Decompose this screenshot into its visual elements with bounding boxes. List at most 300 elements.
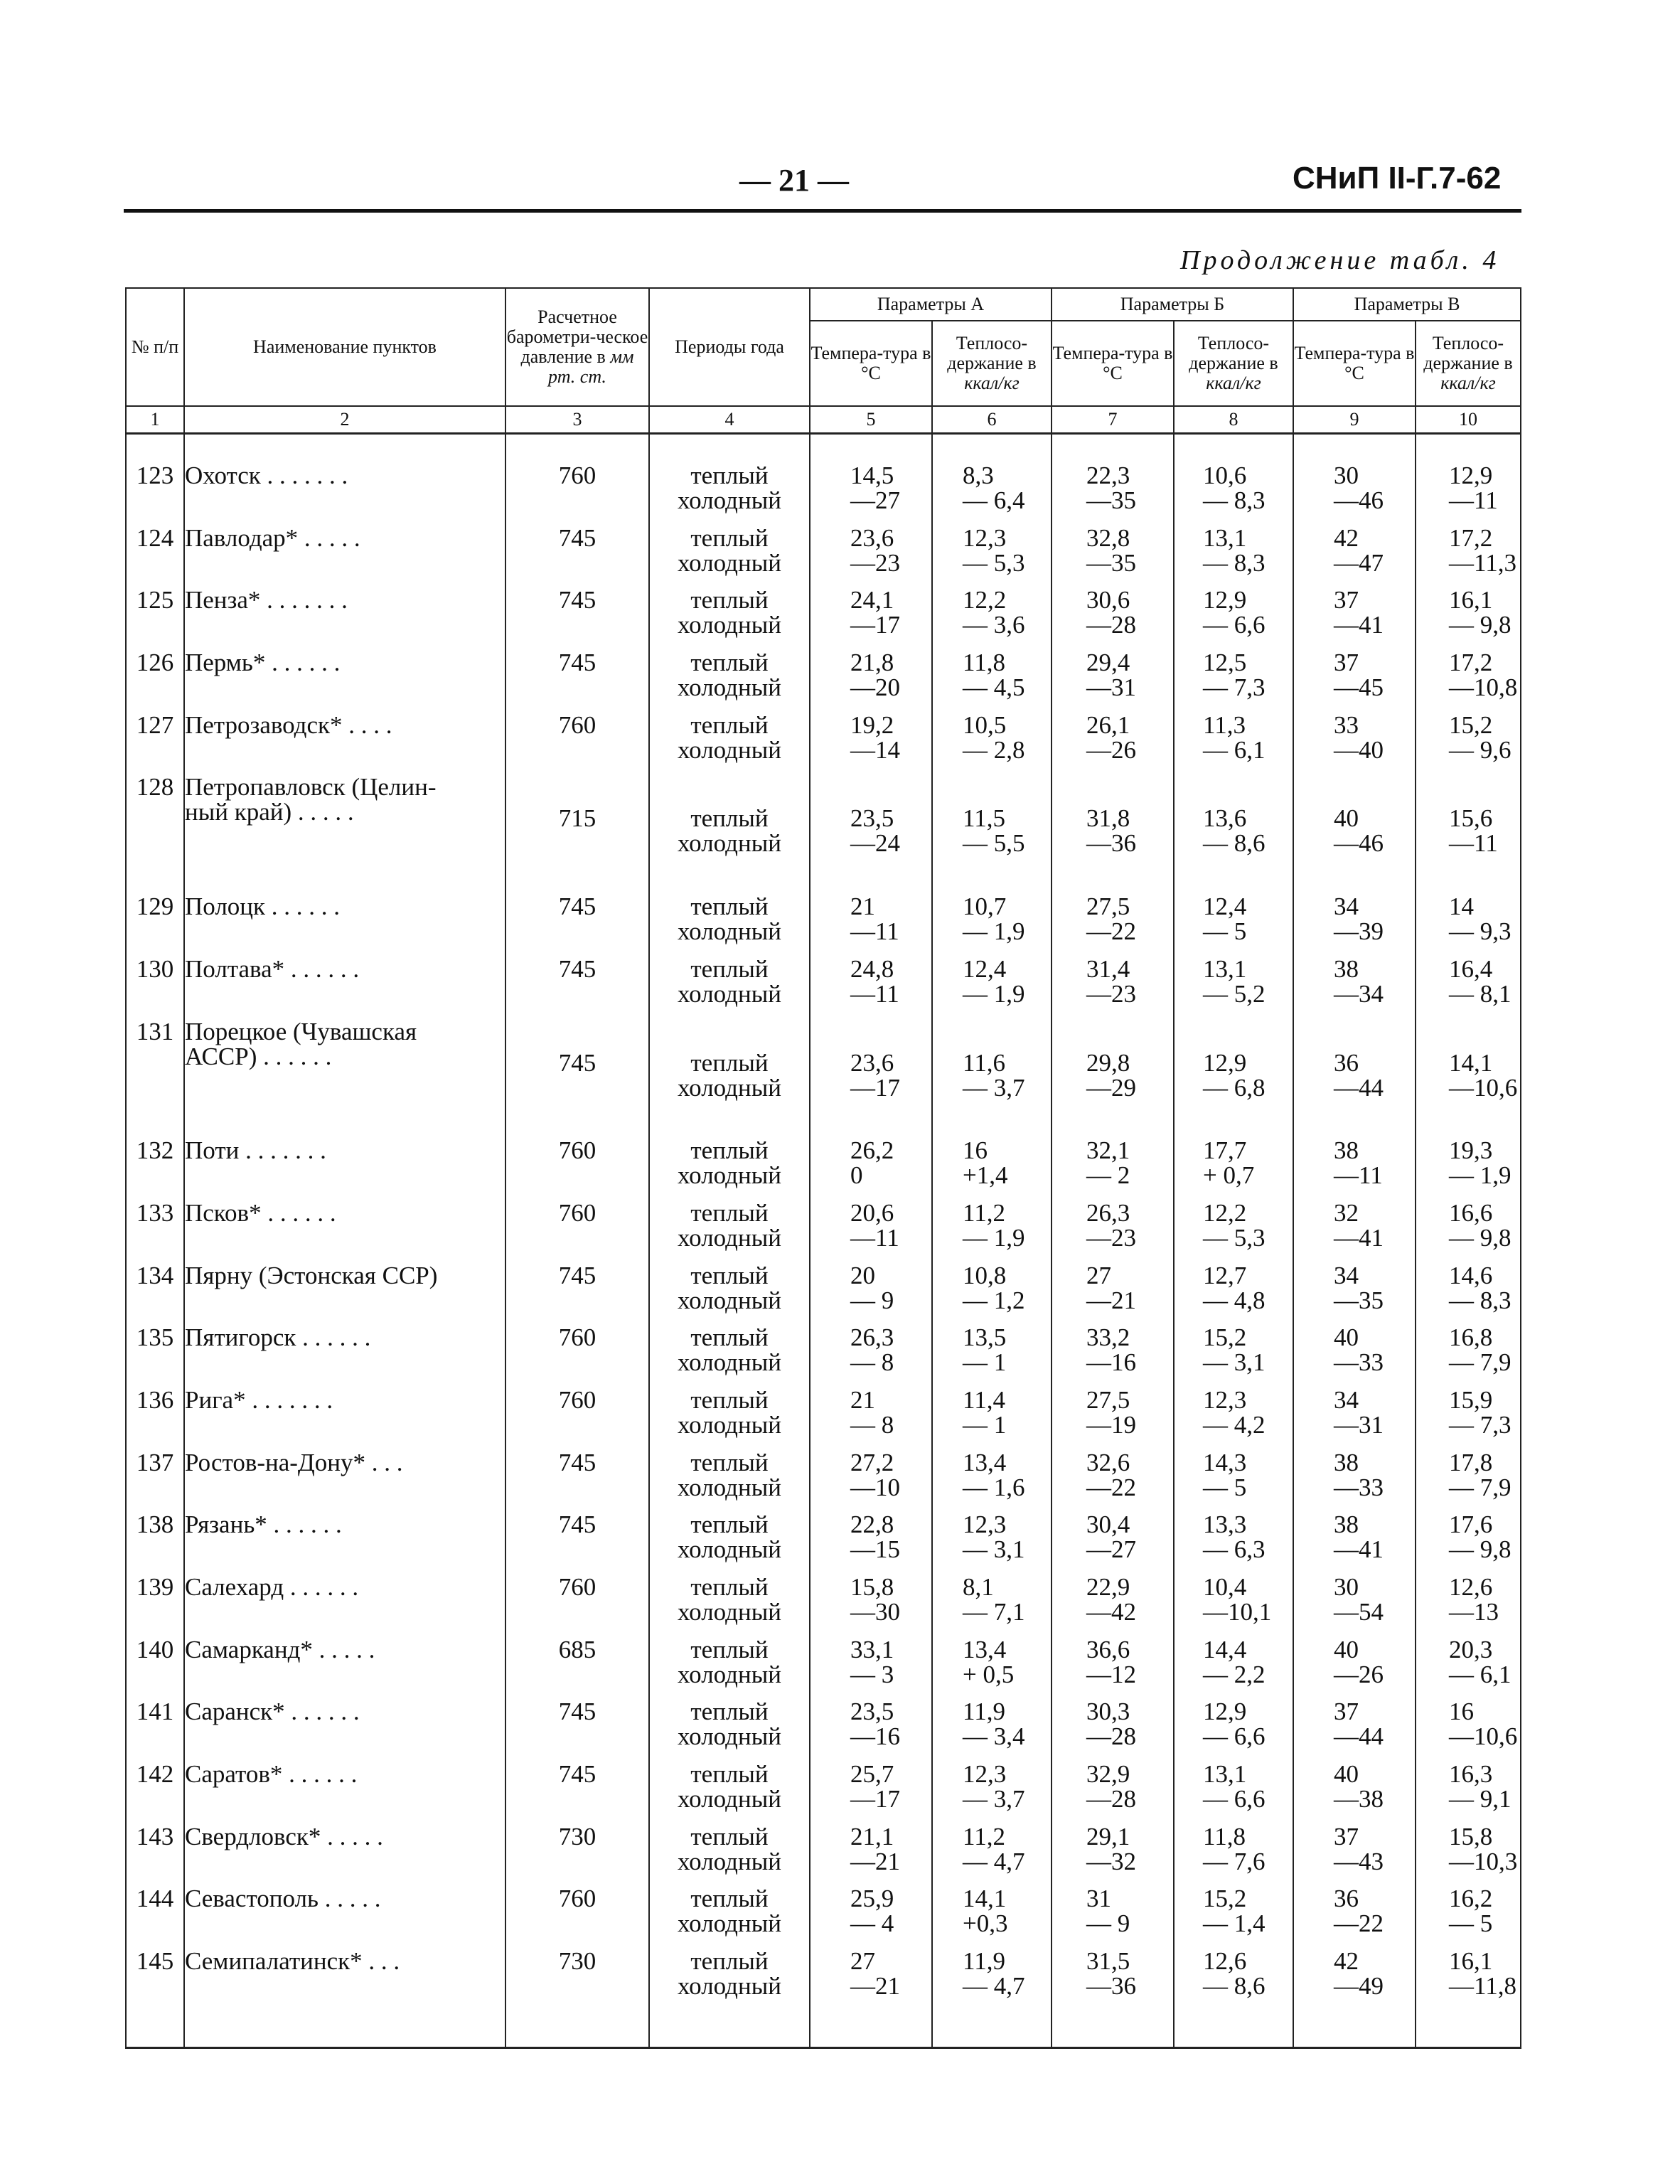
heat-b-cold: — 6,6	[1203, 611, 1266, 639]
year-periods	[649, 954, 810, 1019]
temp-a-warm: 14,5	[850, 462, 894, 489]
heat-v-warm: 16,8	[1449, 1323, 1493, 1352]
period-warm: теплый	[690, 1573, 769, 1601]
barometric-pressure: 745	[505, 587, 649, 650]
temp-b	[1052, 954, 1174, 1019]
heat-v-cold: — 5	[1449, 1909, 1493, 1938]
heat-v-warm: 15,9	[1449, 1385, 1493, 1414]
header-heat-b	[1174, 321, 1293, 406]
heat-a-warm: 16	[963, 1136, 988, 1165]
temp-a-warm: 19,2	[850, 710, 894, 739]
temp-v-warm: 30	[1334, 1573, 1359, 1601]
temp-v-warm: 42	[1334, 523, 1359, 552]
location-name-line	[185, 954, 505, 983]
heat-v-cold: — 8,3	[1449, 1286, 1512, 1314]
heat-v-cold: —11	[1449, 486, 1498, 514]
temp-b-cold: —35	[1086, 486, 1136, 514]
heat-a-warm: 10,7	[963, 893, 1007, 921]
location-name-line	[185, 1824, 505, 1849]
temp-b	[1052, 463, 1174, 526]
temp-b-warm: 29,1	[1086, 1822, 1130, 1850]
barometric-pressure: 745	[505, 1512, 649, 1575]
period-warm: теплый	[690, 1448, 769, 1476]
temp-b	[1052, 523, 1174, 588]
location-name-text: Саранск* . . . . . .	[185, 1698, 360, 1726]
heat-b	[1174, 774, 1293, 894]
heat-v	[1416, 1762, 1521, 1824]
table-row	[126, 1699, 1521, 1762]
period-warm: теплый	[690, 1385, 769, 1414]
heat-a-cold: — 4,5	[963, 673, 1025, 702]
year-periods	[649, 463, 810, 526]
temp-a-warm: 27,2	[850, 1448, 894, 1476]
temp-v	[1293, 774, 1416, 894]
header-heat-v	[1416, 321, 1521, 406]
heat-b-warm: 12,3	[1203, 1385, 1247, 1414]
temp-a-cold: — 8	[850, 1348, 894, 1377]
table-body	[126, 434, 1521, 2048]
location-name	[184, 1637, 505, 1700]
period-warm: теплый	[690, 804, 769, 833]
location-name	[184, 463, 505, 526]
heat-v	[1416, 894, 1521, 957]
heat-v-warm: 16,3	[1449, 1760, 1493, 1789]
temp-b-warm: 22,9	[1086, 1573, 1130, 1601]
temp-b	[1052, 1824, 1174, 1887]
heat-a-cold: — 1	[963, 1410, 1007, 1439]
temp-v	[1293, 1263, 1416, 1326]
temp-v-warm: 40	[1334, 804, 1359, 833]
temp-b-cold: —16	[1086, 1348, 1136, 1377]
location-name-text: Полоцк . . . . . .	[185, 893, 341, 921]
temp-v	[1293, 1200, 1416, 1263]
temp-v-warm: 36	[1334, 1048, 1359, 1077]
row-number: 132	[126, 1138, 184, 1200]
location-name-text: Рязань* . . . . . .	[185, 1511, 342, 1539]
location-name-line	[185, 1886, 505, 1911]
barometric-pressure: 760	[505, 713, 649, 775]
year-periods	[649, 1762, 810, 1824]
heat-b-warm: 12,9	[1203, 1048, 1247, 1077]
location-name	[184, 1512, 505, 1575]
heat-v-cold: — 7,9	[1449, 1473, 1512, 1501]
temp-v	[1293, 587, 1416, 650]
heat-v	[1416, 954, 1521, 1019]
column-number-10: 10	[1416, 406, 1521, 434]
heat-v-cold: — 6,1	[1449, 1660, 1512, 1688]
table-row	[126, 713, 1521, 775]
temp-b	[1052, 710, 1174, 775]
temp-b-cold: —28	[1086, 1785, 1136, 1813]
heat-a-cold: — 4,7	[963, 1972, 1025, 2001]
heat-b	[1174, 650, 1293, 713]
heat-b-warm: 13,1	[1203, 954, 1247, 983]
heat-a-warm: 14,1	[963, 1885, 1007, 1913]
temp-a	[810, 1263, 932, 1326]
barometric-pressure: 685	[505, 1637, 649, 1700]
heat-b	[1174, 1325, 1293, 1387]
temp-b-warm: 31,8	[1086, 804, 1130, 833]
temp-a-cold: —21	[850, 1972, 900, 2001]
period-cold: холодный	[678, 1410, 781, 1439]
temp-v-warm: 42	[1334, 1947, 1359, 1976]
heat-a	[932, 1450, 1052, 1513]
temp-a	[810, 1699, 932, 1762]
table-row	[126, 650, 1521, 713]
temp-v-cold: —34	[1334, 979, 1384, 1008]
period-warm: теплый	[690, 1048, 769, 1077]
heat-a	[932, 1263, 1052, 1326]
location-name-text: Севастополь . . . . .	[185, 1885, 381, 1913]
temp-v-cold: —39	[1334, 917, 1384, 946]
barometric-pressure: 745	[505, 650, 649, 713]
heat-a	[932, 1019, 1052, 1139]
heat-v-cold: — 9,1	[1449, 1785, 1512, 1813]
table-row	[126, 1387, 1521, 1450]
heat-a-cold: — 3,7	[963, 1785, 1025, 1813]
header-param-b: Параметры Б	[1052, 288, 1293, 321]
heat-b-cold: — 6,1	[1203, 735, 1266, 764]
header-heat-label: Теплосо-держание в	[947, 333, 1037, 373]
table-row	[126, 774, 1521, 894]
heat-b	[1174, 1512, 1293, 1575]
temp-a-cold: —21	[850, 1847, 900, 1875]
temp-a-warm: 21	[850, 1385, 875, 1414]
heat-b	[1174, 1263, 1293, 1326]
row-number: 130	[126, 957, 184, 1019]
row-number: 133	[126, 1200, 184, 1263]
location-name-text: Пермь* . . . . . .	[185, 649, 341, 677]
heat-b	[1174, 1138, 1293, 1200]
temp-a	[810, 894, 932, 957]
temp-b-cold: —12	[1086, 1660, 1136, 1688]
year-periods	[649, 1824, 810, 1887]
temp-a-warm: 23,6	[850, 523, 894, 552]
temp-b-cold: —28	[1086, 611, 1136, 639]
location-name-text: Самарканд* . . . . .	[185, 1635, 375, 1663]
header-heat-unit: ккал/кг	[1440, 373, 1496, 393]
heat-b	[1174, 1886, 1293, 1949]
year-periods	[649, 1387, 810, 1450]
heat-a	[932, 1138, 1052, 1200]
temp-a	[810, 1949, 932, 2011]
location-name-line	[185, 710, 505, 739]
heat-a	[932, 587, 1052, 650]
period-cold: холодный	[678, 611, 781, 639]
heat-a-cold: — 6,4	[963, 486, 1025, 514]
heat-v	[1416, 587, 1521, 650]
temp-v-warm: 33	[1334, 710, 1359, 739]
temp-v-warm: 37	[1334, 1698, 1359, 1726]
header-period: Периоды года	[649, 288, 810, 406]
temp-b	[1052, 1575, 1174, 1637]
table-row	[126, 463, 1521, 526]
period-warm: теплый	[690, 1885, 769, 1913]
year-periods	[649, 1637, 810, 1700]
heat-b-cold: — 4,2	[1203, 1410, 1266, 1439]
period-warm: теплый	[690, 649, 769, 677]
temp-a-warm: 26,2	[850, 1136, 894, 1165]
heat-b-warm: 12,6	[1203, 1947, 1247, 1976]
location-name-text: Павлодар* . . . . .	[185, 523, 360, 552]
heat-b-warm: 13,6	[1203, 804, 1247, 833]
header-param-a: Параметры А	[810, 288, 1052, 321]
heat-b-warm: 12,5	[1203, 649, 1247, 677]
heat-b-warm: 12,2	[1203, 1198, 1247, 1227]
heat-v	[1416, 1824, 1521, 1887]
heat-a-cold: — 5,5	[963, 829, 1025, 858]
location-name	[184, 954, 505, 1019]
location-name-line	[185, 1575, 505, 1599]
temp-v-cold: —43	[1334, 1847, 1384, 1875]
temp-a-warm: 23,5	[850, 1698, 894, 1726]
table-row	[126, 1512, 1521, 1575]
barometric-pressure: 745	[505, 894, 649, 957]
table-spacer-row	[126, 434, 1521, 464]
temp-b-cold: —19	[1086, 1410, 1136, 1439]
location-name-line	[185, 1200, 505, 1225]
temp-v-cold: —40	[1334, 735, 1384, 764]
table-row	[126, 1762, 1521, 1824]
temp-a-warm: 33,1	[850, 1635, 894, 1663]
temp-b-warm: 31,4	[1086, 954, 1130, 983]
period-cold: холодный	[678, 979, 781, 1008]
location-name-line	[185, 523, 505, 552]
location-name	[184, 1387, 505, 1450]
heat-a-cold: — 7,1	[963, 1598, 1025, 1626]
heat-b	[1174, 1450, 1293, 1513]
heat-a	[932, 1824, 1052, 1887]
temp-a-cold: —10	[850, 1473, 900, 1501]
heat-b	[1174, 1949, 1293, 2011]
temp-a-cold: —14	[850, 735, 900, 764]
heat-a-warm: 12,3	[963, 1760, 1007, 1789]
temp-b	[1052, 650, 1174, 713]
location-name-text: Пенза* . . . . . . .	[185, 586, 348, 614]
heat-v-cold: — 8,1	[1449, 979, 1512, 1008]
heat-v	[1416, 1325, 1521, 1387]
header-temp-a: Темпера-тура в °С	[810, 321, 932, 406]
temp-v	[1293, 1637, 1416, 1700]
table-row	[126, 1450, 1521, 1513]
heat-v-cold: — 1,9	[1449, 1161, 1512, 1190]
period-cold: холодный	[678, 735, 781, 764]
heat-b-warm: 15,2	[1203, 1885, 1247, 1913]
heat-b-cold: — 3,1	[1203, 1348, 1266, 1377]
heat-a	[932, 523, 1052, 588]
heat-v-cold: —10,6	[1449, 1722, 1518, 1751]
heat-a-warm: 12,4	[963, 954, 1007, 983]
location-name-text: Рига* . . . . . . .	[185, 1385, 333, 1414]
location-name-text: Салехард . . . . . .	[185, 1573, 359, 1601]
period-warm: теплый	[690, 1136, 769, 1165]
temp-b-warm: 30,4	[1086, 1511, 1130, 1539]
heat-a-warm: 10,8	[963, 1261, 1007, 1289]
heat-b-warm: 10,4	[1203, 1573, 1247, 1601]
temp-v-cold: —46	[1334, 829, 1384, 858]
barometric-pressure: 760	[505, 463, 649, 526]
location-name-text: Ростов-на-Дону* . . .	[185, 1448, 403, 1476]
heat-a-cold: — 3,6	[963, 611, 1025, 639]
temp-b	[1052, 774, 1174, 894]
heat-a-cold: — 1	[963, 1348, 1007, 1377]
temp-v-cold: —22	[1334, 1909, 1384, 1938]
temp-a-warm: 23,5	[850, 804, 894, 833]
temp-a-cold: —24	[850, 829, 900, 858]
temp-b	[1052, 1699, 1174, 1762]
temp-v-warm: 37	[1334, 586, 1359, 614]
period-warm: теплый	[690, 954, 769, 983]
temp-b-warm: 30,3	[1086, 1698, 1130, 1726]
column-number-3: 3	[505, 406, 649, 434]
heat-v-cold: —10,8	[1449, 673, 1518, 702]
barometric-pressure: 760	[505, 1138, 649, 1200]
year-periods	[649, 523, 810, 588]
barometric-pressure: 760	[505, 1575, 649, 1637]
year-periods	[649, 1019, 810, 1139]
heat-b-warm: 17,7	[1203, 1136, 1247, 1165]
heat-a-cold: — 2,8	[963, 735, 1025, 764]
location-name-text: Порецкое (Чувашская	[185, 1017, 417, 1045]
heat-v-cold: — 9,8	[1449, 611, 1512, 639]
heat-b-warm: 13,3	[1203, 1511, 1247, 1539]
heat-a	[932, 463, 1052, 526]
temp-v-cold: —38	[1334, 1785, 1384, 1813]
heat-v-warm: 12,9	[1449, 462, 1493, 489]
location-name-text: Петропавловск (Целин-	[185, 773, 437, 801]
heat-b-cold: — 5	[1203, 917, 1247, 946]
heat-b	[1174, 894, 1293, 957]
temp-a-warm: 23,6	[850, 1048, 894, 1077]
location-name-line	[185, 799, 505, 824]
temp-v-cold: —44	[1334, 1073, 1384, 1102]
heat-a-cold: — 1,9	[963, 917, 1025, 946]
heat-b-cold: — 6,6	[1203, 1722, 1266, 1751]
heat-v	[1416, 463, 1521, 526]
temp-b	[1052, 1263, 1174, 1326]
heat-b-cold: — 8,3	[1203, 548, 1266, 577]
heat-a-warm: 10,5	[963, 710, 1007, 739]
table-row	[126, 1263, 1521, 1326]
temp-a	[810, 1200, 932, 1263]
temp-b	[1052, 1512, 1174, 1575]
location-name-line	[185, 650, 505, 675]
period-cold: холодный	[678, 1073, 781, 1102]
heat-b	[1174, 523, 1293, 588]
temp-v	[1293, 894, 1416, 957]
temp-b	[1052, 1886, 1174, 1949]
location-name	[184, 587, 505, 650]
column-number-2: 2	[184, 406, 505, 434]
barometric-pressure: 745	[505, 526, 649, 588]
heat-a-warm: 13,5	[963, 1323, 1007, 1352]
heat-b-cold: — 7,3	[1203, 673, 1266, 702]
heat-b	[1174, 1019, 1293, 1139]
location-name	[184, 1699, 505, 1762]
period-cold: холодный	[678, 829, 781, 858]
heat-b-warm: 11,8	[1203, 1822, 1246, 1850]
heat-a-cold: — 3,7	[963, 1073, 1025, 1102]
period-cold: холодный	[678, 1785, 781, 1813]
location-name	[184, 894, 505, 957]
row-number: 126	[126, 650, 184, 713]
period-warm: теплый	[690, 893, 769, 921]
barometric-pressure: 745	[505, 1699, 649, 1762]
heat-a-warm: 11,6	[963, 1048, 1005, 1077]
heat-b	[1174, 463, 1293, 526]
period-cold: холодный	[678, 1598, 781, 1626]
temp-b-cold: —22	[1086, 1473, 1136, 1501]
period-warm: теплый	[690, 1511, 769, 1539]
location-name	[184, 1325, 505, 1387]
period-warm: теплый	[690, 1947, 769, 1976]
temp-a	[810, 1824, 932, 1887]
barometric-pressure: 745	[505, 1019, 649, 1139]
temp-v	[1293, 1138, 1416, 1200]
column-number-7: 7	[1052, 406, 1174, 434]
location-name-text: Охотск . . . . . . .	[185, 462, 348, 489]
heat-b	[1174, 1200, 1293, 1263]
heat-b-warm: 13,1	[1203, 1760, 1247, 1789]
temp-v-cold: —41	[1334, 611, 1384, 639]
temp-v	[1293, 1699, 1416, 1762]
temp-v-cold: —45	[1334, 673, 1384, 702]
temp-a-cold: —17	[850, 611, 900, 639]
temp-a	[810, 710, 932, 775]
heat-a	[932, 1387, 1052, 1450]
heat-v-cold: — 7,3	[1449, 1410, 1512, 1439]
table-row	[126, 1200, 1521, 1263]
location-name	[184, 1138, 505, 1200]
temp-v	[1293, 1824, 1416, 1887]
heat-a-warm: 13,4	[963, 1448, 1007, 1476]
location-name	[184, 774, 505, 894]
temp-a-cold: —17	[850, 1785, 900, 1813]
temp-v-warm: 38	[1334, 1448, 1359, 1476]
location-name	[184, 1019, 505, 1139]
temp-v-cold: —47	[1334, 548, 1384, 577]
column-number-8: 8	[1174, 406, 1293, 434]
table-row	[126, 1886, 1521, 1949]
heat-a-warm: 11,2	[963, 1822, 1005, 1850]
heat-v	[1416, 1450, 1521, 1513]
location-name-line	[185, 1044, 505, 1069]
heat-b	[1174, 1637, 1293, 1700]
location-name	[184, 1762, 505, 1824]
heat-v-warm: 17,6	[1449, 1511, 1493, 1539]
heat-a	[932, 1575, 1052, 1637]
temp-b	[1052, 1325, 1174, 1387]
temp-a-warm: 21,8	[850, 649, 894, 677]
location-name-line	[185, 1760, 505, 1789]
temp-v	[1293, 1450, 1416, 1513]
heat-b-cold: — 6,6	[1203, 1785, 1266, 1813]
period-warm: теплый	[690, 1698, 769, 1726]
temp-b-cold: —22	[1086, 917, 1136, 946]
temp-v-cold: —46	[1334, 486, 1384, 514]
heat-b-cold: + 0,7	[1203, 1161, 1255, 1190]
heat-a	[932, 1512, 1052, 1575]
location-name-text: Поти . . . . . . .	[185, 1136, 326, 1165]
heat-v	[1416, 1637, 1521, 1700]
period-warm: теплый	[690, 1635, 769, 1663]
period-warm: теплый	[690, 586, 769, 614]
row-number: 140	[126, 1637, 184, 1700]
temp-b-cold: — 2	[1086, 1161, 1130, 1190]
temp-a	[810, 1886, 932, 1949]
heat-a-cold: — 3,4	[963, 1722, 1025, 1751]
temp-v-warm: 38	[1334, 1136, 1359, 1165]
